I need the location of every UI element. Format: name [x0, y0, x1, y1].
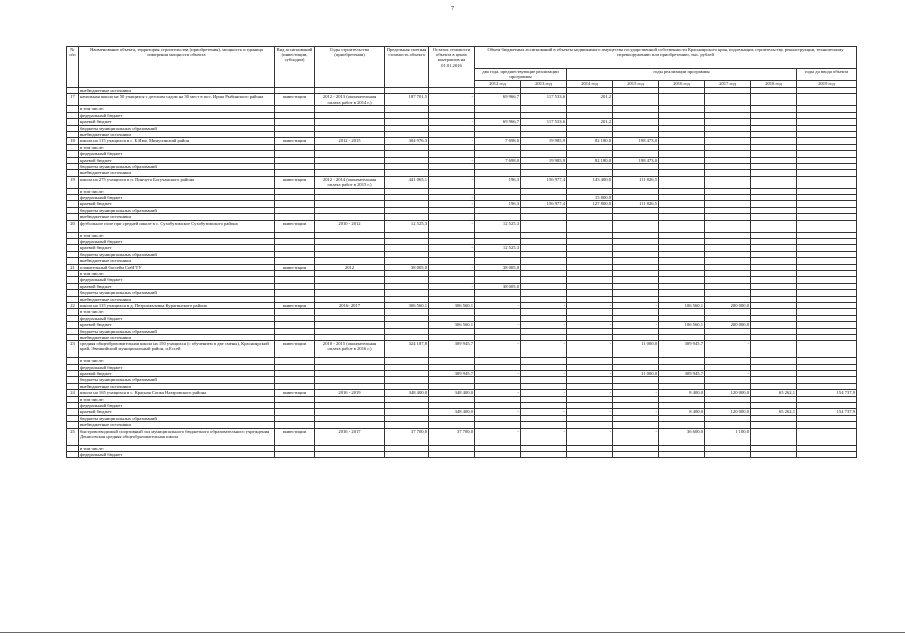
- cell-years: 2010 - 2012: [315, 220, 385, 232]
- cell-name: бюджеты муниципальных образований: [79, 125, 275, 131]
- cell-num: 24: [67, 390, 79, 396]
- investment-table: [66, 46, 857, 458]
- cell-name: краевой бюджет: [79, 322, 275, 328]
- cell-value: 12 525,3: [475, 220, 521, 232]
- cell-value: -: [567, 371, 613, 377]
- cell-value: 111 826,5: [613, 201, 659, 207]
- cell-remain: -: [429, 283, 475, 289]
- cell-value: 12 525,3: [475, 245, 521, 251]
- cell-name: федеральный бюджет: [79, 315, 275, 321]
- cell-value: [659, 220, 705, 232]
- cell-remain: 309 945,7: [429, 341, 475, 358]
- cell-remain: 306 560,1: [429, 322, 475, 328]
- cell-remain: 306 560,1: [429, 302, 475, 308]
- cell-name: краевой бюджет: [79, 371, 275, 377]
- header-year: 2016 год: [659, 81, 705, 88]
- cell-name: бюджеты муниципальных образований: [79, 290, 275, 296]
- cell-name: бюджеты муниципальных образований: [79, 415, 275, 421]
- cell-value: -: [521, 341, 567, 358]
- cell-value: 111 826,5: [613, 176, 659, 188]
- cell-remain: -: [429, 94, 475, 106]
- table-row: [67, 94, 857, 106]
- cell-name: футбольное поле при средней школе в с. Сухобузимское Сухобузимского района: [79, 220, 275, 232]
- cell-years: 2012: [315, 264, 385, 270]
- cell-value: [751, 341, 797, 358]
- cell-name: в том числе:: [79, 188, 275, 194]
- cell-value: -: [475, 371, 521, 377]
- cell-value: [475, 451, 521, 457]
- cell-value: 309 945,7: [659, 371, 705, 377]
- cell-value: 19 985,9: [521, 138, 567, 144]
- cell-name: краевой бюджет: [79, 409, 275, 415]
- cell-value: [613, 451, 659, 457]
- table-row: [67, 302, 857, 308]
- cell-name: плавательный бассейн СибГТУ: [79, 264, 275, 270]
- cell-cost: 12 525,3: [385, 220, 429, 232]
- header-impl: годы реализации программы: [567, 69, 797, 81]
- header-year: 2014 год: [567, 81, 613, 88]
- cell-cost: 348 400,0: [385, 390, 429, 396]
- cell-num: 17: [67, 94, 79, 106]
- cell-name: федеральный бюджет: [79, 151, 275, 157]
- cell-num: 20: [67, 220, 79, 232]
- cell-name: краевой бюджет: [79, 245, 275, 251]
- cell-value: [705, 176, 751, 188]
- cell-name: внебюджетные источники: [79, 214, 275, 220]
- cell-remain: -: [429, 176, 475, 188]
- cell-cost: 441 065,1: [385, 176, 429, 188]
- cell-value: 198 473,0: [613, 138, 659, 144]
- cell-type: инвестиции: [275, 341, 315, 358]
- cell-remain: 348 400,0: [429, 409, 475, 415]
- cell-value: -: [613, 409, 659, 415]
- cell-name: в том числе:: [79, 232, 275, 238]
- cell-remain: -: [429, 119, 475, 125]
- cell-value: [659, 451, 705, 457]
- cell-remain: -: [429, 157, 475, 163]
- table-row: [67, 176, 857, 188]
- header-year: 2018 год: [751, 81, 797, 88]
- cell-name: бюджеты муниципальных образований: [79, 328, 275, 334]
- cell-name: внебюджетные источники: [79, 334, 275, 340]
- header-year: 2013 год: [521, 81, 567, 88]
- cell-type: инвестиции: [275, 176, 315, 188]
- table-header: [67, 47, 857, 88]
- cell-value: 120 000,0: [705, 409, 751, 415]
- cell-name: внебюджетные источники: [79, 258, 275, 264]
- cell-value: [751, 94, 797, 106]
- cell-name: бюджеты муниципальных образований: [79, 377, 275, 383]
- cell-value: -: [613, 322, 659, 328]
- table-row: [67, 428, 857, 445]
- cell-value: [705, 94, 751, 106]
- cell-value: 38 005,0: [475, 283, 521, 289]
- cell-num: 18: [67, 138, 79, 144]
- cell-num: 22: [67, 302, 79, 308]
- cell-years: 2012 - 2015: [315, 138, 385, 144]
- cell-name: внебюджетные источники: [79, 131, 275, 137]
- cell-cost: 304 976,3: [385, 138, 429, 144]
- cell-value: [797, 220, 857, 232]
- cell-name: бюджеты муниципальных образований: [79, 163, 275, 169]
- table-row: [67, 451, 857, 457]
- cell-cost: [385, 451, 429, 457]
- cell-name: бюджеты муниципальных образований: [79, 251, 275, 257]
- cell-value: [659, 94, 705, 106]
- page-number: 7: [451, 6, 454, 12]
- cell-value: 65 262,1: [751, 409, 797, 415]
- cell-value: [567, 220, 613, 232]
- cell-name: федеральный бюджет: [79, 451, 275, 457]
- cell-remain: -: [429, 220, 475, 232]
- cell-remain: -: [429, 264, 475, 270]
- cell-name: внебюджетные источники: [79, 296, 275, 302]
- cell-value: -: [475, 428, 521, 445]
- cell-value: 201,2: [567, 119, 613, 125]
- cell-value: -: [521, 409, 567, 415]
- header-num: № п/п: [67, 47, 79, 88]
- cell-value: -: [705, 371, 751, 377]
- header-after: годы до ввода объекта: [797, 69, 857, 81]
- cell-value: 154 737,9: [797, 409, 857, 415]
- cell-value: 156 977,4: [521, 201, 567, 207]
- cell-value: 8 400,0: [659, 390, 705, 396]
- cell-value: [751, 176, 797, 188]
- cell-value: -: [705, 341, 751, 358]
- cell-value: 309 945,7: [659, 341, 705, 358]
- cell-type: [275, 451, 315, 457]
- cell-name: внебюджетные источники: [79, 422, 275, 428]
- cell-name: в том числе:: [79, 144, 275, 150]
- cell-value: -: [521, 302, 567, 308]
- cell-value: [797, 341, 857, 358]
- cell-value: [567, 451, 613, 457]
- cell-value: -: [475, 390, 521, 396]
- cell-value: [751, 451, 797, 457]
- cell-years: 2010 - 2015 (окончательная оплата работ в 2016 г.): [315, 341, 385, 358]
- cell-value: -: [567, 409, 613, 415]
- header-cost: Предельная сметная стоимость объекта: [385, 47, 429, 88]
- cell-num: 21: [67, 264, 79, 270]
- header-volume: Объем бюджетных ассигнований в объекты недвижимого имущества государственной собственности Красноярского края, подлежащих строительству, реконструкции, техническому перевооружению или приобретению, тыс. рублей: [475, 47, 857, 69]
- cell-name: краевой бюджет: [79, 201, 275, 207]
- cell-name: федеральный бюджет: [79, 403, 275, 409]
- cell-num: [67, 451, 79, 457]
- cell-name: в том числе:: [79, 106, 275, 112]
- cell-value: -: [521, 428, 567, 445]
- cell-num: 23: [67, 341, 79, 358]
- cell-value: 82 180,0: [567, 138, 613, 144]
- cell-value: 154 737,9: [797, 390, 857, 396]
- cell-value: 11 000,0: [613, 371, 659, 377]
- cell-value: 38 005,0: [475, 264, 521, 270]
- cell-type: инвестиции: [275, 264, 315, 270]
- cell-cost: 306 560,1: [385, 302, 429, 308]
- cell-remain: -: [429, 195, 475, 201]
- cell-name: быстровозводимый спортивный зал муниципального бюджетного образовательного учреждения Денисовская средняя общеобразовательная школа: [79, 428, 275, 445]
- table-row: [67, 220, 857, 232]
- cell-name: краевой бюджет: [79, 283, 275, 289]
- table-row: [67, 341, 857, 358]
- cell-value: 11 000,0: [613, 341, 659, 358]
- cell-remain: -: [429, 138, 475, 144]
- header-year: 2012 год: [475, 81, 521, 88]
- cell-name: школа на 115 учащихся в с. Б.Имя, Минусинский район: [79, 138, 275, 144]
- cell-type: инвестиции: [275, 220, 315, 232]
- cell-value: 127 800,0: [567, 201, 613, 207]
- cell-value: -: [567, 341, 613, 358]
- cell-value: 117 533,6: [521, 94, 567, 106]
- cell-name: бюджеты муниципальных образований: [79, 207, 275, 213]
- cell-value: [521, 451, 567, 457]
- header-year: 2019 год: [797, 81, 857, 88]
- cell-value: [797, 428, 857, 445]
- cell-value: 15 800,0: [567, 195, 613, 201]
- cell-name: в том числе:: [79, 358, 275, 364]
- cell-years: 2012 - 2013 (окончательная оплата работ в 2014 г.): [315, 94, 385, 106]
- cell-value: [751, 428, 797, 445]
- header-year: 2015 год: [613, 81, 659, 88]
- cell-cost: 324 187,8: [385, 341, 429, 358]
- cell-remain: [429, 451, 475, 457]
- cell-name: начальная школа на 50 учащихся с детским садом на 30 мест в пос. Ирша Рыбинского района: [79, 94, 275, 106]
- cell-value: 19 985,9: [521, 157, 567, 163]
- cell-value: [797, 176, 857, 188]
- cell-value: -: [613, 390, 659, 396]
- cell-years: 2016 - 2019: [315, 390, 385, 396]
- cell-value: [705, 451, 751, 457]
- cell-type: инвестиции: [275, 94, 315, 106]
- cell-name: внебюджетные источники: [79, 383, 275, 389]
- cell-value: -: [475, 322, 521, 328]
- cell-value: -: [521, 322, 567, 328]
- cell-cost: 187 701,5: [385, 94, 429, 106]
- cell-remain: 37 700,0: [429, 428, 475, 445]
- cell-remain: 309 945,7: [429, 371, 475, 377]
- header-remain: Остаток стоимости объекта в ценах контрактов на 01.01.2016: [429, 47, 475, 88]
- cell-value: 117 533,6: [521, 119, 567, 125]
- cell-name: в том числе:: [79, 270, 275, 276]
- cell-value: -: [567, 428, 613, 445]
- cell-value: 7 698,0: [475, 157, 521, 163]
- cell-value: [613, 220, 659, 232]
- cell-name: краевой бюджет: [79, 157, 275, 163]
- cell-value: 200 000,0: [705, 322, 751, 328]
- cell-years: 2012 - 2014 (окончательная оплата работ в 2015 г.): [315, 176, 385, 188]
- cell-name: федеральный бюджет: [79, 195, 275, 201]
- cell-value: 143 400,0: [567, 176, 613, 188]
- cell-name: федеральный бюджет: [79, 112, 275, 118]
- cell-cost: 38 005,0: [385, 264, 429, 270]
- cell-name: школа на 275 учащихся в п. Пинчуга Богучанского района: [79, 176, 275, 188]
- cell-years: 2016- 2017: [315, 302, 385, 308]
- cell-name: федеральный бюджет: [79, 364, 275, 370]
- cell-name: в том числе:: [79, 445, 275, 451]
- cell-value: 65 262,1: [751, 390, 797, 396]
- cell-value: -: [567, 390, 613, 396]
- cell-type: инвестиции: [275, 428, 315, 445]
- cell-name: в том числе:: [79, 396, 275, 402]
- cell-value: [797, 94, 857, 106]
- cell-value: [521, 220, 567, 232]
- cell-value: -: [521, 390, 567, 396]
- header-prev: два года, предшествующие реализации программы: [475, 69, 567, 81]
- page-bottom-rule: [0, 632, 905, 633]
- cell-type: инвестиции: [275, 138, 315, 144]
- cell-cost: 37 700,0: [385, 428, 429, 445]
- header-year: 2017 год: [705, 81, 751, 88]
- cell-num: 19: [67, 176, 79, 188]
- cell-value: 120 000,0: [705, 390, 751, 396]
- cell-value: 106 560,1: [659, 302, 705, 308]
- cell-value: [797, 451, 857, 457]
- cell-type: инвестиции: [275, 390, 315, 396]
- cell-value: 106 560,1: [659, 322, 705, 328]
- cell-value: 156 977,4: [521, 176, 567, 188]
- cell-value: 8 400,0: [659, 409, 705, 415]
- header-name: Наименование объекта, территория строительства (приобретения), мощность и единица измерения мощности объекта: [79, 47, 275, 88]
- cell-value: -: [475, 341, 521, 358]
- cell-value: 201,2: [567, 94, 613, 106]
- cell-value: -: [521, 371, 567, 377]
- cell-value: [659, 176, 705, 188]
- cell-value: 1 100,0: [705, 428, 751, 445]
- table-body: [67, 88, 857, 458]
- cell-value: 198 473,0: [613, 157, 659, 163]
- cell-value: 69 966,7: [475, 94, 521, 106]
- header-years: Годы строительства (приобретения): [315, 47, 385, 88]
- cell-value: 7 698,0: [475, 138, 521, 144]
- cell-value: -: [567, 302, 613, 308]
- cell-name: федеральный бюджет: [79, 277, 275, 283]
- cell-value: -: [567, 322, 613, 328]
- cell-remain: -: [429, 245, 475, 251]
- cell-years: [315, 451, 385, 457]
- cell-value: -: [475, 302, 521, 308]
- cell-type: инвестиции: [275, 302, 315, 308]
- cell-value: 196,3: [475, 201, 521, 207]
- cell-name: краевой бюджет: [79, 119, 275, 125]
- cell-name: в том числе:: [79, 309, 275, 315]
- cell-value: [751, 220, 797, 232]
- cell-remain: -: [429, 201, 475, 207]
- cell-name: внебюджетные источники: [79, 170, 275, 176]
- cell-remain: 348 400,0: [429, 390, 475, 396]
- table-row: [67, 390, 857, 396]
- cell-value: -: [613, 302, 659, 308]
- cell-value: -: [475, 409, 521, 415]
- cell-value: -: [613, 428, 659, 445]
- cell-name: средняя общеобразовательная школа на 150 учащихся (с обучением в две смены), Красноярский край, Эвенкийский муниципальный район, п.Ессей: [79, 341, 275, 358]
- cell-value: [705, 220, 751, 232]
- cell-name: школа на 165 учащихся в с. Красная Сопка Назаровского района: [79, 390, 275, 396]
- cell-name: школа на 115 учащихся в д. Петропавловка Курагинского района: [79, 302, 275, 308]
- cell-years: 2016 - 2017: [315, 428, 385, 445]
- cell-name: внебюджетные источники: [79, 88, 275, 94]
- cell-value: 82 180,0: [567, 157, 613, 163]
- cell-value: 196,3: [475, 176, 521, 188]
- header-type: Вид ассигнований (инвестиции, субсидии): [275, 47, 315, 88]
- cell-value: 69 966,7: [475, 119, 521, 125]
- cell-name: федеральный бюджет: [79, 239, 275, 245]
- cell-value: [613, 94, 659, 106]
- cell-num: 25: [67, 428, 79, 445]
- cell-value: 200 000,0: [705, 302, 751, 308]
- cell-value: 36 600,0: [659, 428, 705, 445]
